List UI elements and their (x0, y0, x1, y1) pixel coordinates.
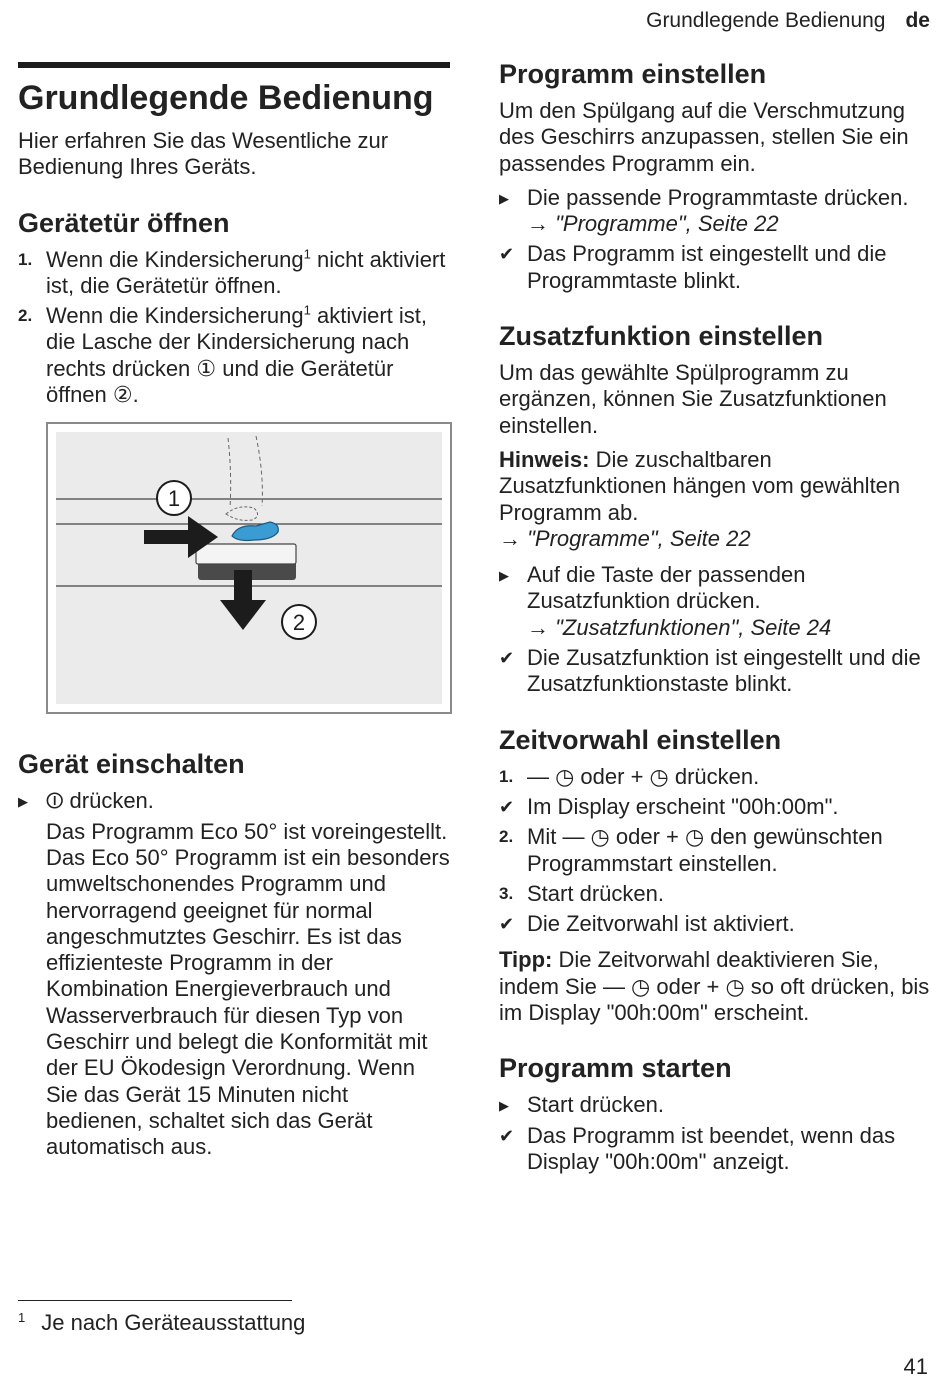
figure-label-1: 1 (167, 486, 181, 512)
footnote-text: Je nach Geräteausstattung (41, 1310, 306, 1335)
header-section: Grundlegende Bedienung (646, 9, 886, 32)
extra-step (499, 562, 939, 641)
door-figure (46, 422, 452, 714)
door-step-2 (18, 303, 450, 408)
footnote (18, 1310, 305, 1336)
start-key-label: Start (527, 880, 574, 906)
timer-result-1 (499, 794, 939, 820)
right-column (499, 58, 939, 1179)
step-number: 3. (499, 883, 514, 903)
checkmark-icon: ✔ (499, 244, 515, 265)
checkmark-icon: ✔ (499, 1125, 515, 1146)
footnote-rule (18, 1300, 292, 1301)
footnote-ref: 1 (303, 246, 311, 262)
extra-heading: Zusatzfunktion einstellen (499, 321, 824, 352)
power-icon: ⏼ (46, 788, 64, 814)
note-text: Die zuschaltbaren Zusatzfunktionen hängen vom gewählten Programm ab. (499, 446, 901, 525)
title-rule (18, 62, 450, 68)
step-text: Die passende Programmtaste drücken. (527, 184, 909, 210)
left-column (18, 58, 450, 1161)
step-number: 1. (499, 766, 514, 786)
step-number: 1. (18, 249, 33, 269)
triangle-right-icon: ▶ (499, 568, 509, 584)
note-reference[interactable]: → "Programme", Seite 22 (499, 525, 751, 551)
step-text: — ◷ oder + ◷ drücken. (527, 763, 760, 789)
footnote-ref: 1 (303, 302, 311, 318)
timer-step-1 (499, 764, 939, 790)
page-title: Grundlegende Bedienung (18, 79, 434, 117)
program-reference[interactable]: → "Programme", Seite 22 (527, 211, 779, 237)
start-result (499, 1123, 939, 1176)
result-text: Die Zusatzfunktion ist eingestellt und die Zusatzfunktionstaste blinkt. (527, 645, 921, 697)
checkmark-icon: ✔ (499, 914, 515, 935)
triangle-right-icon: ▶ (18, 794, 28, 810)
tip-text: Die Zeitvorwahl deaktivieren Sie, indem Sie — ◷ oder + ◷ so oft drücken, bis im Display "00h:00m" erscheint. (499, 947, 930, 1026)
extra-reference[interactable]: → "Zusatzfunktionen", Seite 24 (527, 614, 832, 640)
timer-tip (499, 947, 939, 1026)
step-text: Auf die Taste der passenden Zusatzfunktion drücken. (527, 562, 806, 614)
triangle-right-icon: ▶ (499, 1098, 509, 1114)
program-result (499, 241, 939, 294)
start-step (499, 1092, 939, 1118)
step-text: nicht aktiviert ist, die Gerätetür öffnen. (46, 246, 446, 298)
step-text: Mit — ◷ oder + ◷ den gewünschten Programmstart einstellen. (527, 824, 883, 876)
step-text: Wenn die Kindersicherung (46, 246, 304, 272)
door-step-1 (18, 247, 450, 300)
power-body: Das Programm Eco 50° ist voreingestellt. Das Eco 50° Programm ist ein besonders umweltschonendes Programm und hervorragend geeignet für normal angeschmutztes Geschirr. Es ist das effizienteste Programm in der Kombination Energieverbrauch und Wasserverbrauch für diesen Typ von Geschirr und belegt die Konformität mit der EU Ökodesign Verordnung. Wenn Sie das Gerät 15 Minuten nicht bedienen, schaltet sich das Gerät automatisch aus. (46, 818, 450, 1160)
extra-result (499, 645, 939, 698)
program-heading: Programm einstellen (499, 59, 767, 89)
start-key-label: Start (527, 1092, 574, 1118)
program-step (499, 185, 939, 238)
timer-step-2 (499, 824, 939, 877)
result-text: Das Programm ist beendet, wenn das Display "00h:00m" anzeigt. (527, 1122, 896, 1174)
result-text: Die Zeitvorwahl ist aktiviert. (527, 911, 795, 937)
power-step (18, 788, 450, 814)
checkmark-icon: ✔ (499, 796, 515, 817)
footnote-number: 1 (18, 1309, 26, 1325)
timer-result-3 (499, 911, 939, 937)
timer-step-3 (499, 881, 939, 907)
extra-intro: Um das gewählte Spülprogramm zu ergänzen, können Sie Zusatzfunktionen einstellen. (499, 360, 887, 438)
step-text: drücken. (573, 880, 664, 906)
door-heading: Gerätetür öffnen (18, 207, 230, 238)
step-number: 2. (18, 306, 33, 326)
extra-note (499, 447, 939, 552)
intro-text: Hier erfahren Sie das Wesentliche zur Bedienung Ihres Geräts. (18, 128, 389, 180)
step-text: aktiviert ist, die Lasche der Kindersicherung nach rechts drücken ① und die Gerätetür öffnen ②. (46, 303, 428, 408)
result-text: Im Display erscheint "00h:00m". (527, 793, 839, 819)
timer-heading: Zeitvorwahl einstellen (499, 724, 782, 755)
triangle-right-icon: ▶ (499, 190, 509, 206)
tip-label: Tipp: (499, 947, 553, 973)
note-label: Hinweis: (499, 446, 590, 472)
step-text: drücken. (63, 788, 154, 814)
header-language: de (905, 9, 930, 32)
running-header (646, 9, 930, 33)
step-text: drücken. (573, 1092, 664, 1118)
step-text: Wenn die Kindersicherung (46, 303, 304, 329)
door-illustration (48, 424, 450, 712)
checkmark-icon: ✔ (499, 648, 515, 669)
figure-label-2: 2 (292, 610, 306, 636)
start-heading: Programm starten (499, 1053, 732, 1084)
result-text: Das Programm ist eingestellt und die Programmtaste blinkt. (527, 241, 887, 293)
program-intro: Um den Spülgang auf die Verschmutzung des Geschirrs anzupassen, stellen Sie ein passendes Programm ein. (499, 98, 909, 176)
power-heading: Gerät einschalten (18, 749, 245, 780)
page-number: 41 (903, 1354, 928, 1379)
step-number: 2. (499, 827, 514, 847)
